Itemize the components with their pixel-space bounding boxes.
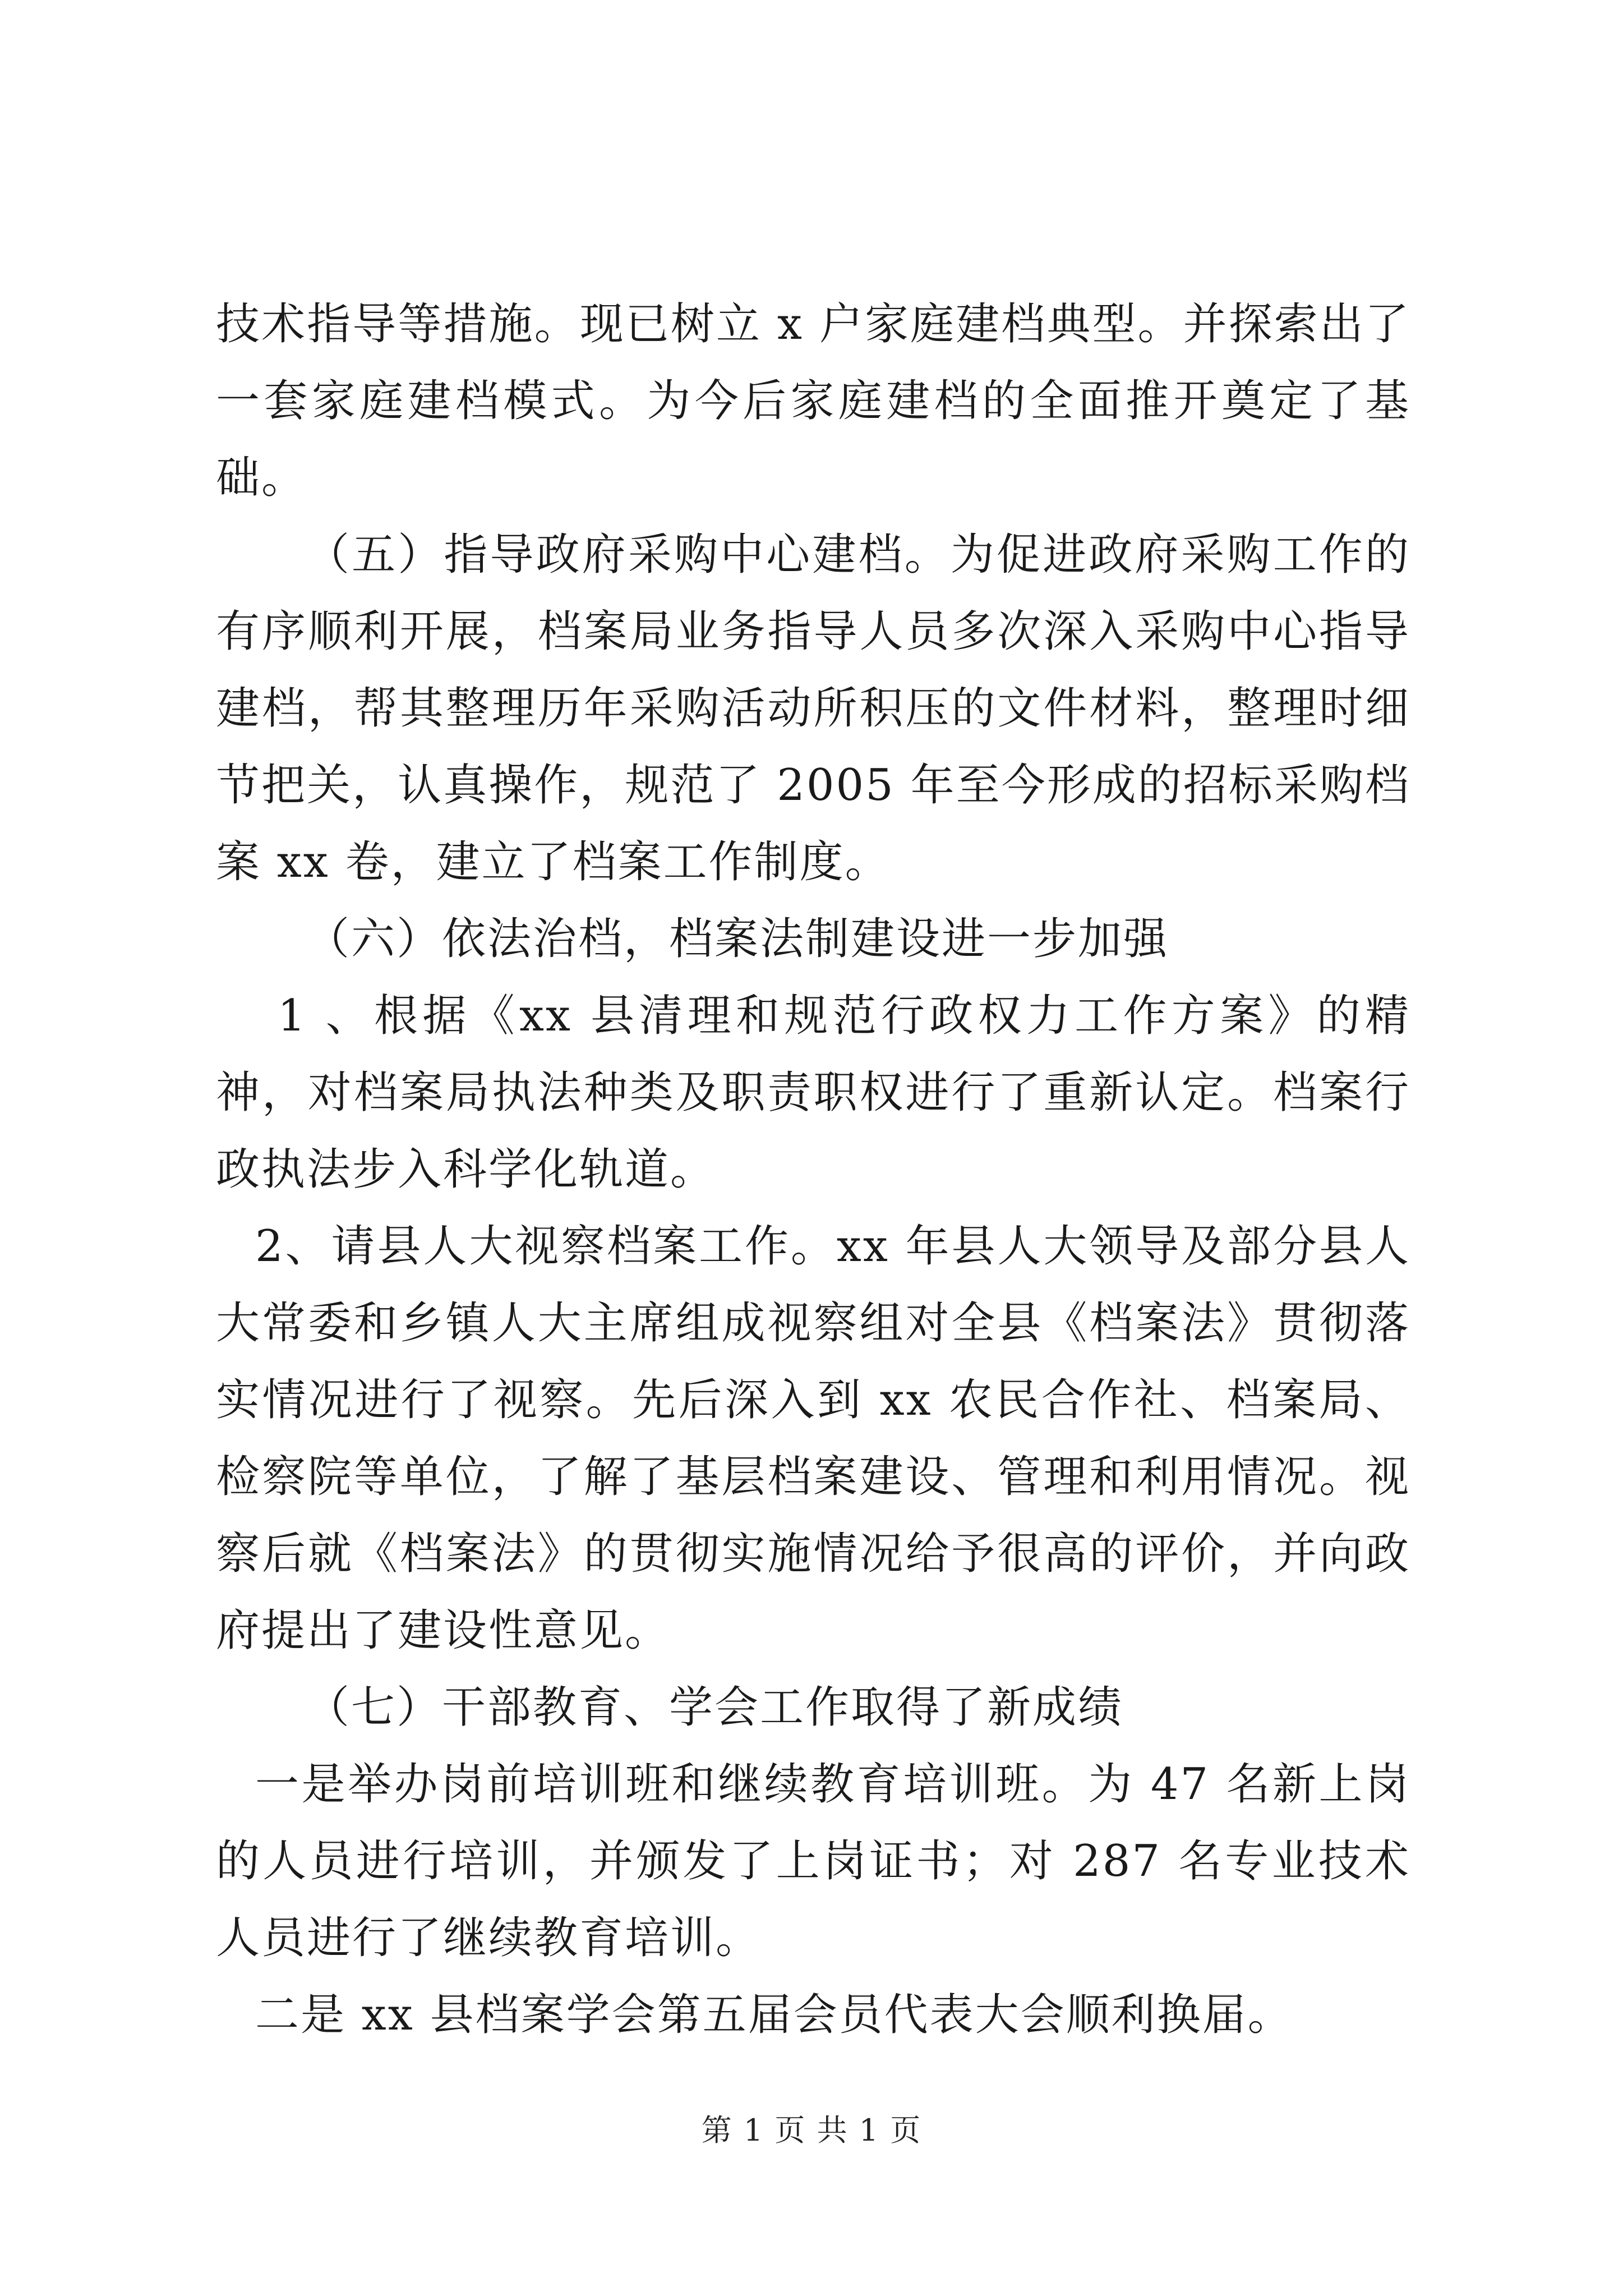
paragraph-item-one: 1 、根据《xx 县清理和规范行政权力工作方案》的精神，对档案局执法种类及职责职权进行了重新认定。档案行政执法步入科学化轨道。 bbox=[216, 991, 1410, 1195]
paragraph-item-two: 2、请县人大视察档案工作。xx 年县人大领导及部分县人大常委和乡镇人大主席组成视察组对全县《档案法》贯彻落实情况进行了视察。先后深入到 xx 农民合作社、档案局、检察院等单位，了解了基层档案建设、管理和利用情况。视察后就《档案法》的贯彻实施情况给予很高的评价，并向政府提出了建设性意见。 bbox=[216, 1221, 1410, 1656]
heading-section-seven: （七）干部教育、学会工作取得了新成绩 bbox=[306, 1682, 1124, 1733]
paragraph-society: 二是 xx 县档案学会第五届会员代表大会顺利换届。 bbox=[255, 1990, 1293, 2040]
heading-section-six: （六）依法治档，档案法制建设进一步加强 bbox=[306, 914, 1169, 964]
paragraph-training: 一是举办岗前培训班和继续教育培训班。为 47 名新上岗的人员进行培训，并颁发了上岗证书；对 287 名专业技术人员进行了继续教育培训。 bbox=[216, 1759, 1410, 1963]
paragraph-continuation: 技术指导等措施。现已树立 x 户家庭建档典型。并探索出了一套家庭建档模式。为今后家庭建档的全面推开奠定了基础。 bbox=[216, 299, 1410, 503]
paragraph-section-five: （五）指导政府采购中心建档。为促进政府采购工作的有序顺利开展，档案局业务指导人员多次深入采购中心指导建档，帮其整理历年采购活动所积压的文件材料，整理时细节把关，认真操作，规范了 2005 年至今形成的招标采购档案 xx 卷，建立了档案工作制度。 bbox=[216, 530, 1410, 887]
document-body bbox=[216, 286, 1410, 2054]
page-number-footer: 第 1 页 共 1 页 bbox=[701, 2113, 922, 2148]
